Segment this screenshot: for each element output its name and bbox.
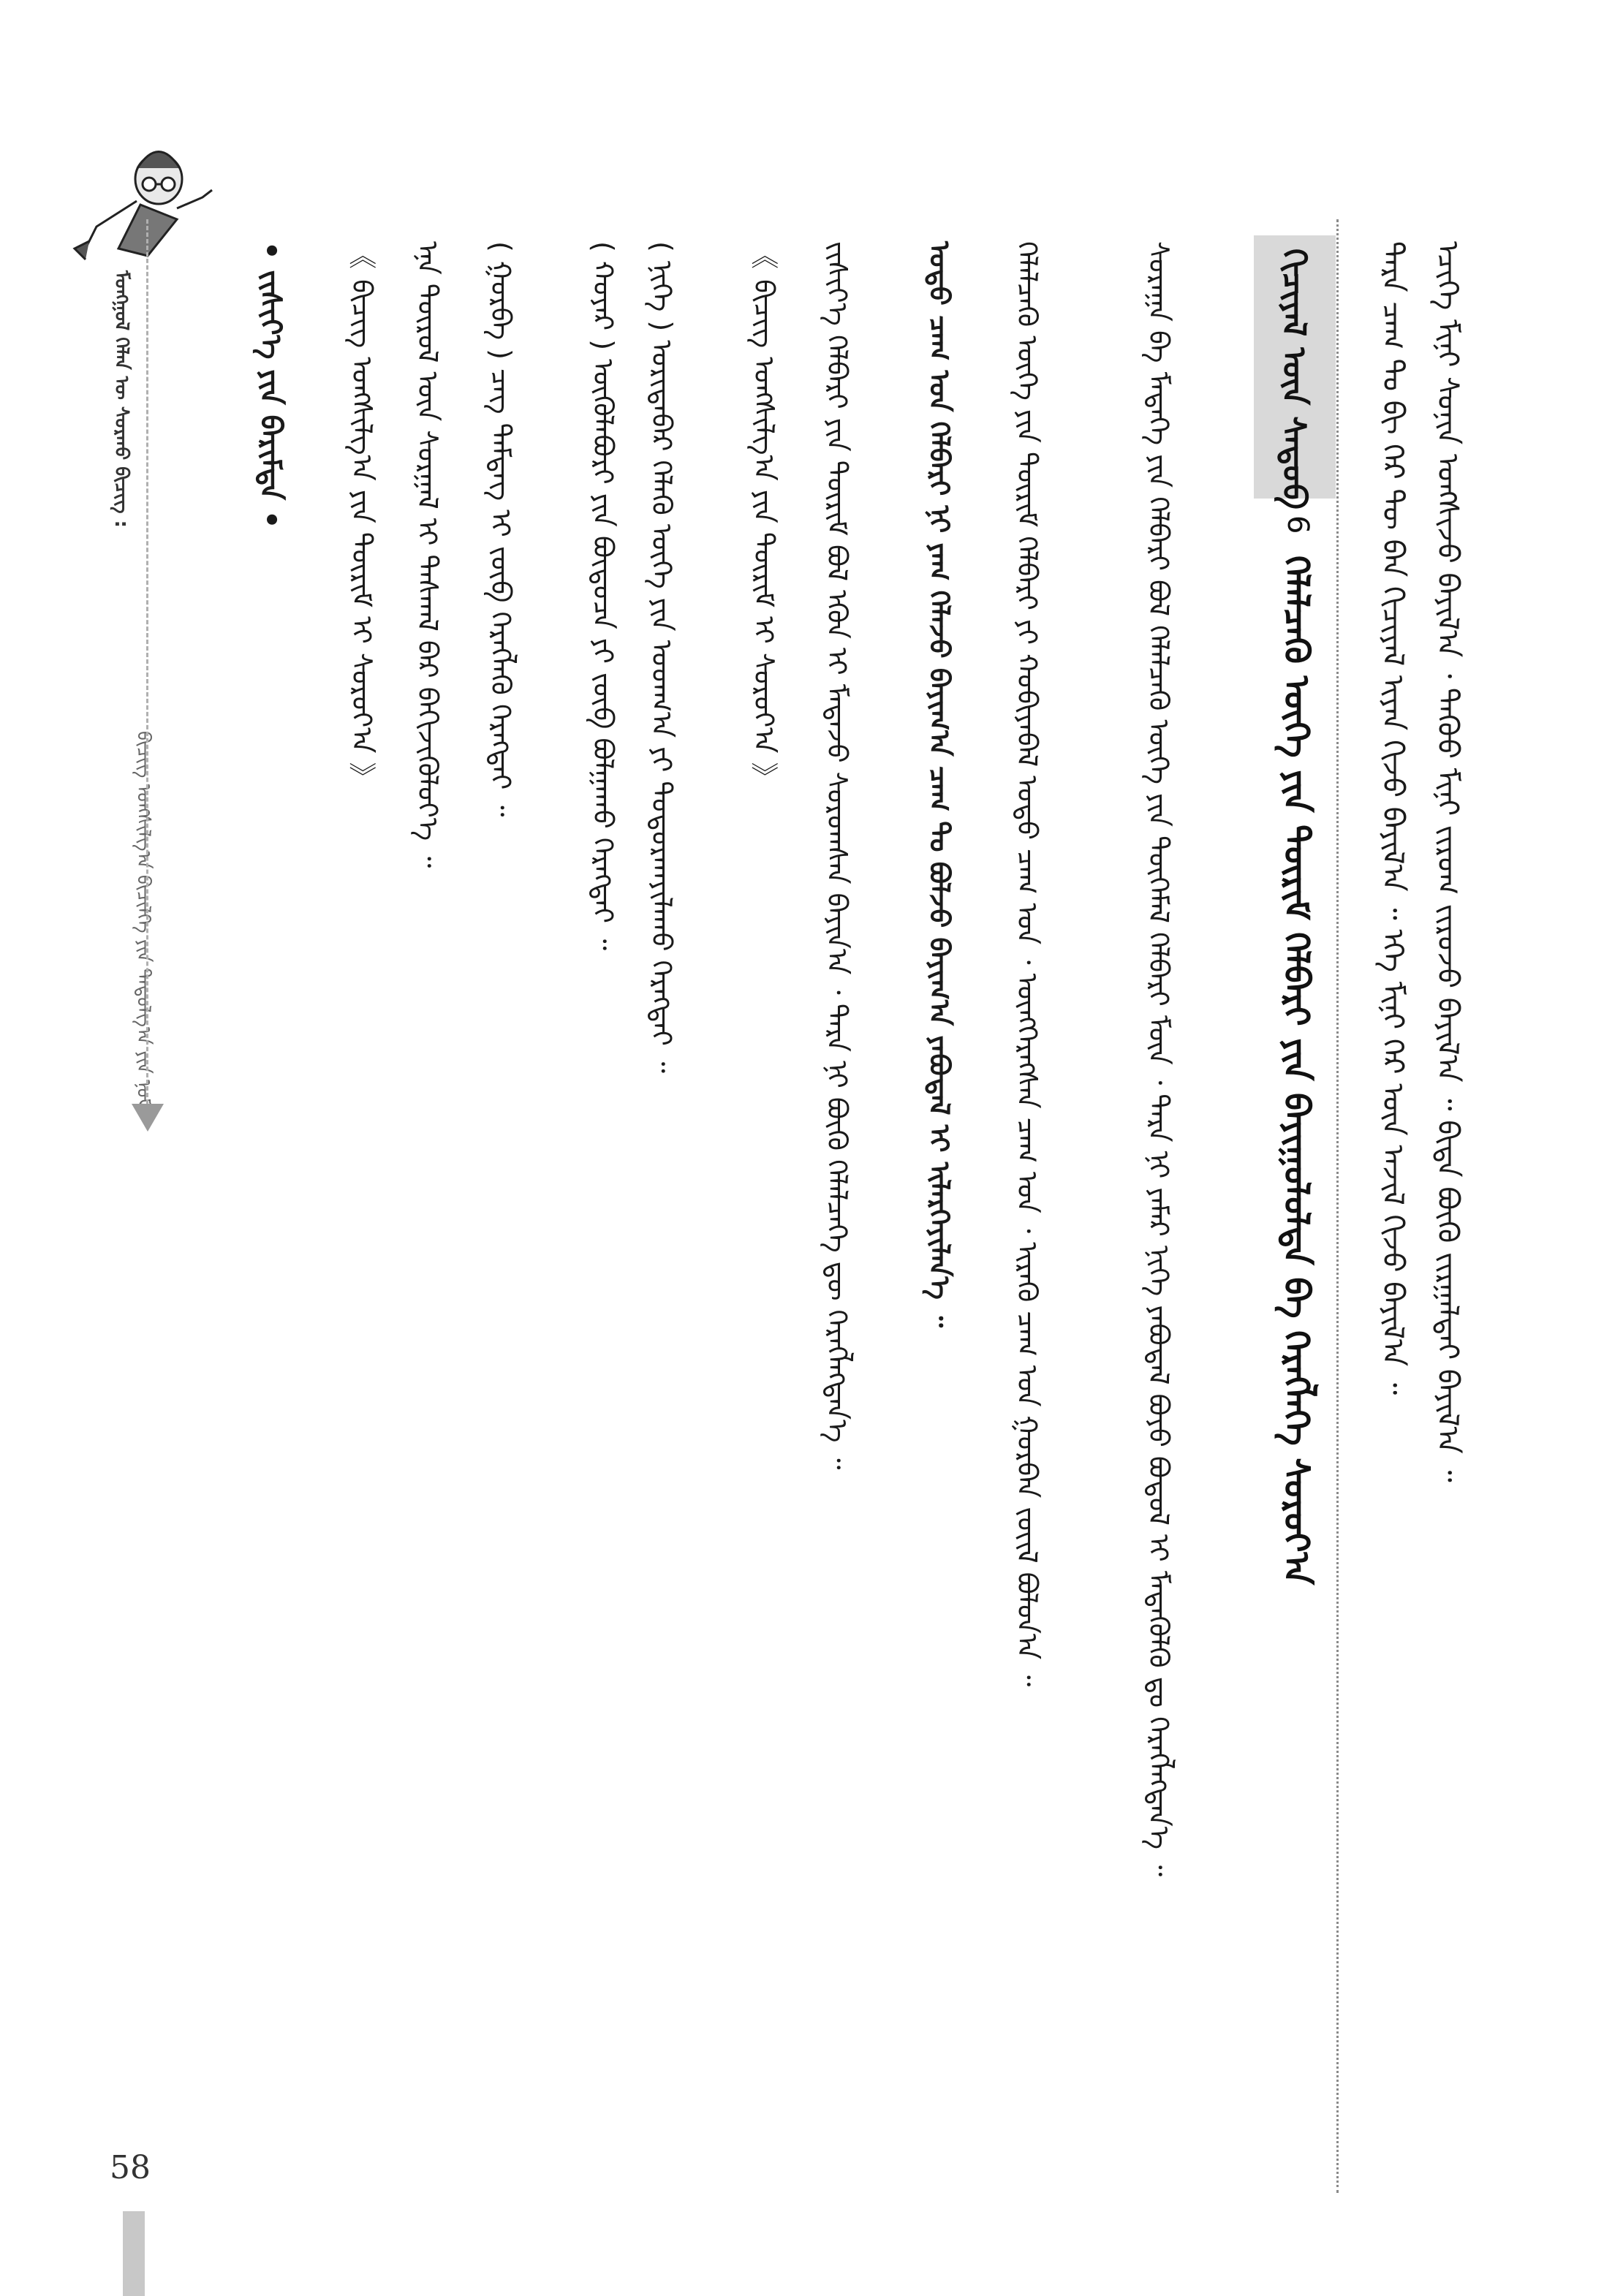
- section-label: ᠬᠢᠴᠢᠶᠡᠯ ᠦᠨ ᠰᠡᠳᠦᠪ: [1275, 249, 1312, 509]
- bullet-item: [252, 241, 303, 529]
- section-number: 6: [1281, 515, 1314, 534]
- body-column: ᠵᠢᠱᠢᠶ᠎ᠡ ᠬᠡᠯᠪᠡᠷᠢ ᠶᠢᠨ ᠳᠦᠷᠢᠮ ᠪᠣᠯ ᠡᠭᠦᠨ ᠢ ᠮᠡᠳᠡᠵᠦ ᠰᠤᠷᠤᠭᠰᠠᠨ ᠪᠠᠶᠢᠨ᠎ᠠ ᠂ ᠲᠡᠷᠡ ᠨᠢ ᠪᠦᠬᠦ ᠬᠡᠯᠡᠯᠴᠡᠭᠡ ᠳᠦ ᠬᠡᠷᠡᠭᠯᠡᠭᠳᠡᠨ᠎ᠡ ᠃: [821, 241, 853, 1470]
- bullet-label: ᠵᠢᠱᠢᠶ᠎ᠡ ᠶᠢᠨ ᠪᠠᠷᠢᠮᠲᠠ: [254, 270, 287, 501]
- body-column: 《 ᠪᠢᠴᠢᠭ᠌ ᠤᠩᠰᠢᠯᠭ᠎ᠠ ᠶᠢᠨ ᠳᠦᠷᠢᠮ ᠢ ᠰᠤᠷᠤᠶ᠎ᠠ 》: [748, 241, 780, 791]
- reading-boy-mascot-icon: [67, 139, 221, 263]
- running-header-title: ᠮᠣᠩᠭᠣᠯ ᠬᠡᠯᠡᠨ ᠦ ᠰᠤᠷᠬᠤ ᠪᠢᠴᠢᠭ᠌ :: [110, 270, 132, 528]
- dotted-divider: [1336, 219, 1339, 2193]
- page-number: 58: [110, 2149, 151, 2186]
- top-column: ᠲᠡᠷᠡ ᠴᠠᠭ ᠲᠤ ᠪᠢ ᠭᠡᠷ ᠲᠦ ᠪᠠᠨ ᠬᠢᠴᠢᠶᠡᠯ ᠢᠶᠡᠨ ᠬᠢᠵᠦ ᠪᠠᠶᠢᠯ᠎ᠠ ᠃ ᠡᠬᠡ ᠮᠢᠨᠢ ᠭᠡᠷ ᠦᠨ ᠠᠵᠢᠯ ᠬᠢᠵᠦ ᠪᠠᠶᠢᠯ᠎ᠠ ᠃: [1376, 241, 1410, 1395]
- body-column: ᠣᠳᠣ ᠴᠠᠭ ᠤᠨ ᠬᠡᠯᠪᠡᠷᠢ ᠨᠢ ᠶᠠᠭ ᠬᠡᠯᠡᠵᠦ ᠪᠠᠶᠢᠭ᠎ᠠ ᠴᠠᠭ ᠲᠤ ᠪᠣᠯᠵᠤ ᠪᠠᠶᠢᠭ᠎ᠠ ᠶᠠᠪᠤᠳᠠᠯ ᠢ ᠢᠯᠡᠷᠬᠡᠶᠢᠯᠡᠨ᠎ᠡ ᠃: [923, 241, 956, 1328]
- page-edge-tab: [123, 2211, 145, 2296]
- body-column: ᠡᠨᠡ ᠲᠦᠷᠦᠯ ᠦᠨ ᠰᠤᠷᠭᠠᠯ ᠢ ᠳᠠᠰᠬᠠᠯ ᠪᠡᠷ ᠪᠡᠬᠢᠵᠢᠬᠦᠯᠦᠶ᠎ᠡ ᠃: [412, 241, 444, 868]
- top-column: ᠡᠴᠢᠭᠡ ᠮᠢᠨᠢ ᠰᠣᠨᠢᠨ ᠤᠩᠰᠢᠵᠤ ᠪᠠᠶᠢᠯ᠎ᠠ ᠂ ᠳᠡᠭᠦᠦ ᠮᠢᠨᠢ ᠵᠢᠷᠤᠭ ᠵᠢᠷᠤᠵᠤ ᠪᠠᠶᠢᠯ᠎ᠠ ᠃ ᠪᠢᠳᠡ ᠪᠦᠬᠦ ᠵᠢᠷᠭᠠᠯᠲᠠᠶ ᠪᠠᠶᠢᠯ᠎ᠠ ᠃: [1431, 241, 1464, 1482]
- body-column: ( ᠭᠤᠷᠪᠠ ) ᠴᠡᠭ ᠲᠡᠮᠳᠡᠭ ᠢ ᠵᠥᠪ ᠬᠡᠷᠡᠭᠯᠡᠬᠦ ᠬᠡᠷᠡᠭᠲᠡᠶ ᠃: [485, 241, 517, 817]
- body-column: ᠬᠡᠯᠡᠯᠴᠡᠬᠦ ᠦᠭᠡ ᠶᠢᠨ ᠳᠦᠷᠢᠮ ᠬᠡᠯᠪᠡᠷᠢ ᠶᠢ ᠬᠤᠪᠢᠶᠠᠪᠠᠯ ᠣᠳᠣ ᠴᠠᠭ ᠤᠨ ᠂ ᠦᠩᠭᠡᠷᠡᠭᠰᠡᠨ ᠴᠠᠭ ᠤᠨ ᠂ ᠢᠷᠡᠬᠦ ᠴᠠᠭ ᠤᠨ ᠭᠤᠷᠪᠠᠨ ᠵᠦᠢᠯ ᠪᠣᠯᠤᠨ᠎ᠠ ᠃: [1011, 241, 1043, 1687]
- bullet-dot-icon: •: [254, 241, 287, 270]
- header-arrow-icon: [132, 1104, 164, 1132]
- running-header-subtitle: ᠪᠢᠴᠢᠭ᠌ ᠤᠩᠰᠢᠯᠭ᠎ᠠ ᠪᠢᠴᠢᠯᠭᠡ ᠶᠢᠨ ᠳᠠᠳᠤᠯᠭ᠎ᠠ ᠶᠢᠨ ᠨᠣᠮ: [132, 731, 154, 1109]
- body-column: ( ᠬᠣᠶᠠᠷ ) ᠦᠭᠦᠯᠡᠪᠦᠷᠢ ᠶᠢᠨ ᠪᠦᠲᠦᠴᠡ ᠶᠢ ᠵᠥᠪ ᠪᠣᠯᠭᠠᠬᠤ ᠬᠡᠷᠡᠭᠲᠡᠶ ᠃: [587, 241, 619, 951]
- body-column: 《 ᠪᠢᠴᠢᠭ᠌ ᠤᠩᠰᠢᠯᠭ᠎ᠠ ᠶᠢᠨ ᠳᠦᠷᠢᠮ ᠢ ᠰᠤᠷᠤᠶ᠎ᠠ 》: [346, 241, 378, 791]
- section-title: ᠬᠡᠯᠡᠯᠴᠡᠬᠦ ᠦᠭᠡ ᠶᠢᠨ ᠳᠦᠷᠢᠮ ᠬᠡᠯᠪᠡᠷᠢ ᠶᠢᠨ ᠪᠠᠶᠢᠭᠤᠯᠤᠯᠲᠠ ᠪᠠ ᠬᠡᠷᠡᠭᠯᠡᠭᠡ ᠰᠤᠷᠤᠶ᠎ᠠ: [1276, 556, 1317, 1585]
- body-column: ᠰᠤᠷᠠᠭᠠ ᠪᠠ ᠮᠡᠳᠡᠭᠡ ᠶᠢᠨ ᠬᠡᠯᠪᠡᠷᠢ ᠪᠣᠯ ᠬᠡᠯᠡᠯᠴᠡᠬᠦ ᠦᠭᠡ ᠶᠢᠨ ᠲᠦᠭᠡᠮᠡᠯ ᠬᠡᠯᠪᠡᠷᠢ ᠮᠥᠨ ᠂ ᠲᠡᠷᠡ ᠨᠢ ᠶᠠᠮᠠᠷ ᠨᠢᠭᠡ ᠶᠠᠪᠤᠳᠠᠯ ᠪᠣᠶᠤ ᠪᠣᠳᠤᠯ ᠢ ᠮᠡᠳᠡᠭᠦᠯᠬᠦ ᠳᠤ ᠬᠡᠷᠡᠭᠯᠡᠭᠳᠡᠨ᠎ᠡ ᠃: [1143, 241, 1175, 1877]
- bullet-dot-icon: •: [254, 500, 287, 529]
- header-divider: [146, 219, 148, 1104]
- body-column: ( ᠨᠢᠭᠡ ) ᠤᠷᠢᠳᠠᠪᠠᠷ ᠬᠡᠯᠡᠬᠦ ᠦᠭᠡ ᠶᠢᠨ ᠤᠳᠬ᠎ᠠ ᠶᠢ ᠲᠣᠳᠤᠷᠬᠠᠶᠢᠯᠠᠬᠤ ᠬᠡᠷᠡᠭᠲᠡᠶ ᠃: [646, 241, 678, 1073]
